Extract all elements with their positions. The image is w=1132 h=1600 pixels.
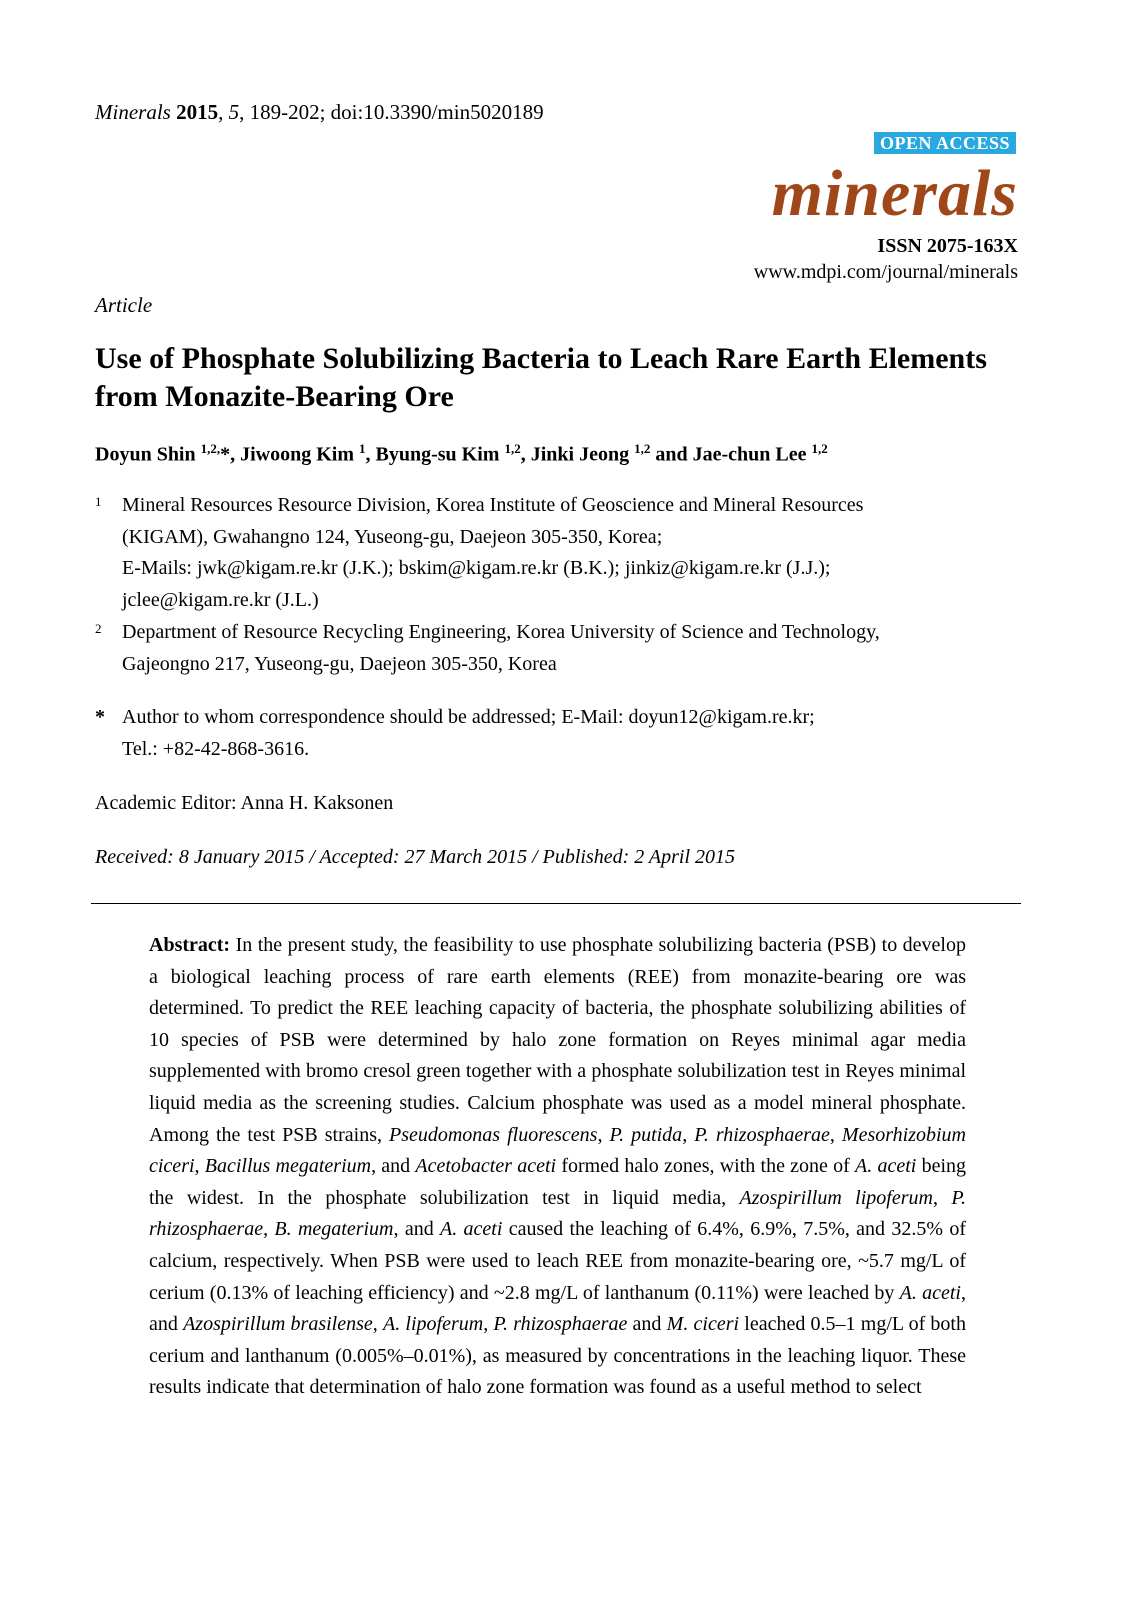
abstract-text: being the widest. In the phosphate solubilization test in liquid media, — [149, 1155, 966, 1209]
correspondence-line: Tel.: +82-42-868-3616. — [122, 737, 310, 760]
abstract-text: , — [483, 1313, 494, 1336]
affiliation-number: 2 — [95, 621, 102, 636]
citation-pages-doi: , 189-202; doi:10.3390/min5020189 — [239, 100, 544, 124]
correspondence-line: Author to whom correspondence should be addressed; E-Mail: doyun12@kigam.re.kr; — [122, 706, 815, 728]
paper-title: Use of Phosphate Solubilizing Bacteria to Leach Rare Earth Elements from Monazite-Bearing Ore — [95, 342, 987, 413]
author-name: Jinki Jeong — [530, 443, 630, 466]
affiliation-line: Gajeongno 217, Yuseong-gu, Daejeon 305-350, Korea — [122, 652, 557, 675]
species-name: Bacillus megaterium — [204, 1155, 372, 1178]
open-access-badge: OPEN ACCESS — [874, 132, 1016, 154]
affiliation-number: 1 — [95, 494, 102, 509]
abstract-text: formed halo zones, with the zone of — [556, 1155, 856, 1178]
species-name: A. aceti — [855, 1155, 917, 1178]
publication-dates: Received: 8 January 2015 / Accepted: 27 March 2015 / Published: 2 April 2015 — [95, 846, 736, 868]
abstract-text: , — [597, 1123, 610, 1146]
abstract-text: leached 0.5–1 mg/L of both cerium and lanthanum (0.005%–0.01%), as measured by concentrations in the leaching liquor. These results indicate that determination of halo zone formation was found as a useful method to select — [149, 1313, 966, 1399]
species-name: A. lipoferum — [382, 1313, 484, 1336]
affiliation-2 — [95, 617, 1035, 680]
affiliation-line: Department of Resource Recycling Engineering, Korea University of Science and Technology, — [122, 621, 880, 643]
correspondence — [95, 702, 1035, 765]
affiliation-line: (KIGAM), Gwahangno 124, Yuseong-gu, Daejeon 305-350, Korea; — [122, 525, 663, 548]
affiliation-line: jclee@kigam.re.kr (J.L.) — [122, 588, 319, 611]
issn: ISSN 2075-163X — [877, 235, 1018, 257]
species-name: P. rhizosphaerae — [493, 1313, 628, 1336]
species-name: A. aceti — [440, 1218, 503, 1241]
author-name: Doyun Shin — [95, 443, 196, 466]
journal-logo: minerals — [771, 157, 1018, 230]
affiliation-1 — [95, 490, 1035, 616]
abstract — [149, 930, 966, 1404]
species-name: P. rhizosphaerae — [149, 1186, 966, 1241]
abstract-text: caused the leaching of 6.4%, 6.9%, 7.5%, and 32.5% of calcium, respectively. When PSB were used to leach REE from monazite-bearing ore, ~5.7 mg/L of cerium (0.13% of leaching efficiency) and ~2.8 mg/L of lanthanum (0.11%) were leached by — [149, 1218, 966, 1304]
journal-url[interactable]: www.mdpi.com/journal/minerals — [753, 261, 1018, 283]
author-separator: and — [650, 443, 693, 466]
correspondence-mark: * — [95, 706, 105, 728]
species-name: B. megaterium — [274, 1218, 394, 1241]
author-separator: , — [365, 443, 376, 466]
author-affil-sup: 1,2, — [200, 441, 221, 456]
author-affil-sup: 1,2 — [811, 441, 828, 456]
species-name: Azospirillum brasilense — [183, 1313, 373, 1336]
abstract-text: , — [829, 1123, 842, 1146]
abstract-text: and — [627, 1313, 667, 1336]
abstract-text: , and — [149, 1281, 966, 1336]
species-name: A. aceti — [899, 1281, 961, 1304]
abstract-text: , — [263, 1218, 275, 1241]
species-name: Acetobacter aceti — [415, 1155, 557, 1178]
citation-volume: 5 — [228, 100, 240, 124]
author-affil-sup: 1,2 — [634, 441, 651, 456]
abstract-text: , — [194, 1155, 205, 1178]
species-name: Azospirillum lipoferum — [739, 1186, 933, 1209]
abstract-label: Abstract: — [149, 934, 231, 956]
abstract-text: , — [372, 1313, 383, 1336]
species-name: M. ciceri — [666, 1313, 740, 1336]
citation-line: Minerals 2015, 5, 189-202; doi:10.3390/min5020189 — [95, 100, 544, 124]
author-list — [95, 441, 828, 467]
article-type: Article — [95, 293, 153, 317]
author-name: Byung-su Kim — [375, 443, 500, 466]
abstract-text: , — [932, 1186, 952, 1209]
species-name: Pseudomonas fluorescens — [388, 1123, 598, 1146]
citation-year: 2015 — [176, 100, 219, 124]
author-separator: *, — [220, 443, 241, 466]
author-affil-sup: 1,2 — [504, 441, 521, 456]
author-name: Jae-chun Lee — [692, 443, 807, 466]
abstract-body — [149, 934, 966, 1398]
abstract-text: In the present study, the feasibility to use phosphate solubilizing bacteria (PSB) to develop a biological leaching process of rare earth elements (REE) from monazite-bearing ore was determined. To predict the REE leaching capacity of bacteria, the phosphate solubilizing abilities of 10 species of PSB were determined by halo zone formation on Reyes minimal agar media supplemented with bromo cresol green together with a phosphate solubilization test in Reyes minimal liquid media as the screening studies. Calcium phosphate was used as a model mineral phosphate. Among the test PSB strains, — [149, 934, 966, 1146]
abstract-text: , — [682, 1123, 695, 1146]
species-name: P. putida — [609, 1123, 683, 1146]
author-separator: , — [520, 443, 531, 466]
divider-rule — [91, 903, 1021, 904]
citation-journal: Minerals — [95, 100, 171, 124]
species-name: P. rhizosphaerae — [694, 1123, 830, 1146]
affiliation-line: Mineral Resources Resource Division, Korea Institute of Geoscience and Mineral Resources — [122, 494, 864, 516]
abstract-text: , and — [393, 1218, 441, 1241]
affiliation-line: E-Mails: jwk@kigam.re.kr (J.K.); bskim@kigam.re.kr (B.K.); jinkiz@kigam.re.kr (J.J.); — [122, 557, 831, 579]
abstract-text: , and — [371, 1155, 416, 1178]
author-affil-sup: 1 — [359, 441, 366, 456]
species-name: Mesorhizobium ciceri — [149, 1123, 966, 1178]
academic-editor: Academic Editor: Anna H. Kaksonen — [95, 792, 394, 814]
author-name: Jiwoong Kim — [240, 443, 355, 466]
